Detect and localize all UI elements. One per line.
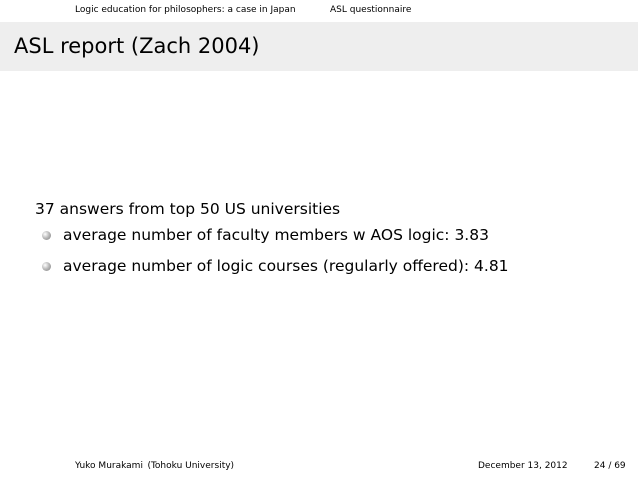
footer-date: December 13, 2012	[478, 461, 568, 471]
list-item	[35, 251, 509, 282]
sphere-bullet-icon	[42, 262, 51, 271]
frame-title: ASL report (Zach 2004)	[14, 34, 260, 58]
main-statement: 37 answers from top 50 US universities	[35, 200, 341, 218]
frame-title-bar	[0, 22, 638, 71]
headline-bar	[0, 0, 638, 22]
list-item	[35, 220, 509, 251]
subsection-title[interactable]: ASL questionnaire	[330, 5, 412, 15]
footer-author: Yuko Murakami (Tohoku University)	[75, 461, 235, 471]
footline-bar	[0, 458, 638, 478]
footer-page-number: 24 / 69	[594, 461, 626, 471]
list-item-text: average number of logic courses (regularly offered): 4.81	[63, 257, 509, 275]
list-item-text: average number of faculty members w AOS logic: 3.83	[63, 226, 489, 244]
sphere-bullet-icon	[42, 231, 51, 240]
bullet-list	[35, 220, 509, 282]
slide-content	[35, 198, 509, 282]
section-title[interactable]: Logic education for philosophers: a case in Japan	[75, 5, 296, 15]
